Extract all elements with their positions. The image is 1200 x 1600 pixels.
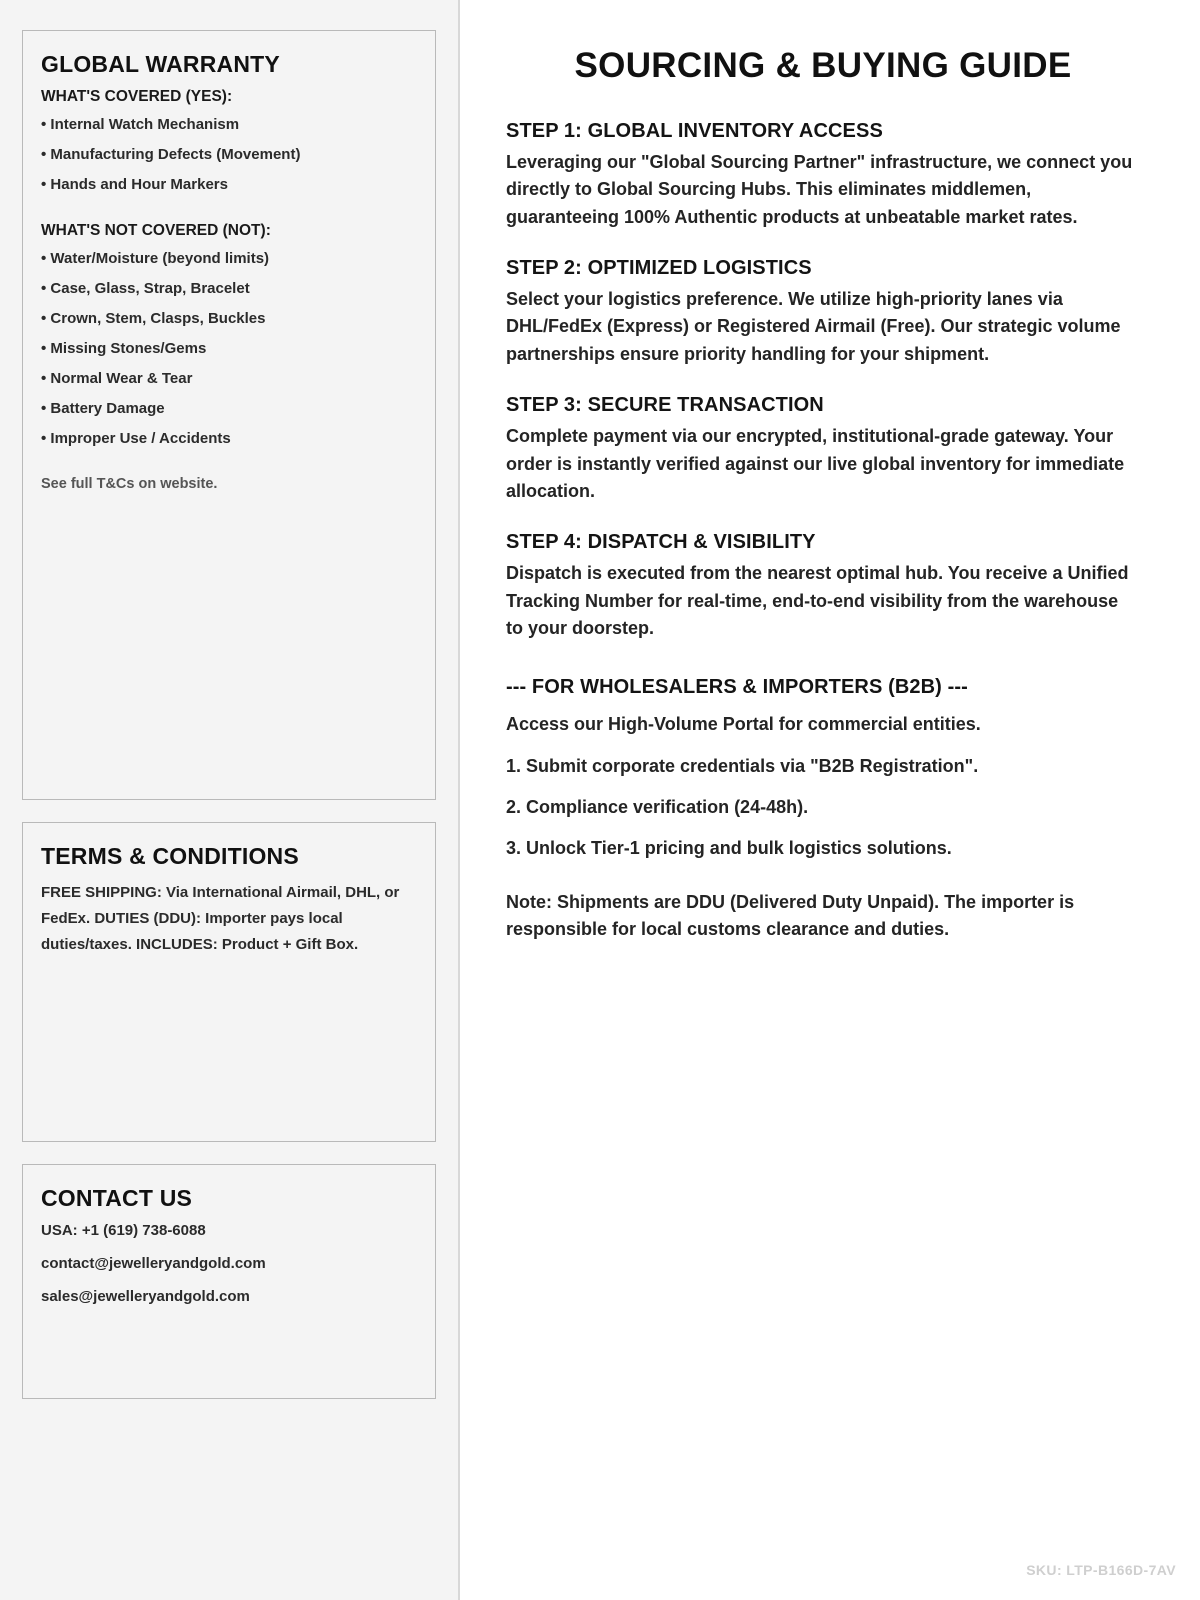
step-heading: STEP 2: OPTIMIZED LOGISTICS xyxy=(506,257,812,280)
step-body: Dispatch is executed from the nearest optimal hub. You receive a Unified Tracking Number for real-time, end-to-end visibility from the warehouse to your doorstep. xyxy=(506,563,1129,638)
warranty-footnote: See full T&Cs on website. xyxy=(41,476,218,492)
warranty-not-covered-item: • Improper Use / Accidents xyxy=(41,430,231,447)
b2b-heading: --- FOR WHOLESALERS & IMPORTERS (B2B) --- xyxy=(506,676,968,699)
b2b-note: Note: Shipments are DDU (Delivered Duty Unpaid). The importer is responsible for local customs clearance and duties. xyxy=(506,891,1075,940)
warranty-covered-item: • Hands and Hour Markers xyxy=(41,176,228,193)
guide-step xyxy=(506,531,1140,642)
step-body: Leveraging our "Global Sourcing Partner" infrastructure, we connect you directly to Global Sourcing Hubs. This eliminates middlemen, guaranteeing 100% Authentic products at unbeatable market rates. xyxy=(506,152,1133,227)
b2b-intro: Access our High-Volume Portal for commercial entities. xyxy=(506,714,981,735)
warranty-covered-heading: WHAT'S COVERED (YES): xyxy=(41,88,233,105)
warranty-title: GLOBAL WARRANTY xyxy=(41,51,280,77)
contact-email-primary[interactable]: contact@jewelleryandgold.com xyxy=(41,1255,266,1272)
guide-step xyxy=(506,257,1140,368)
b2b-step: 2. Compliance verification (24-48h). xyxy=(506,797,809,818)
contact-us-panel xyxy=(22,1164,436,1399)
warranty-not-covered-item: • Missing Stones/Gems xyxy=(41,340,207,357)
warranty-not-covered-item: • Battery Damage xyxy=(41,400,165,417)
contact-phone[interactable]: USA: +1 (619) 738-6088 xyxy=(41,1222,206,1239)
step-body: Complete payment via our encrypted, institutional-grade gateway. Your order is instantly verified against our live global inventory for immediate allocation. xyxy=(506,426,1125,501)
terms-body: FREE SHIPPING: Via International Airmail, DHL, or FedEx. DUTIES (DDU): Importer pays local duties/taxes. INCLUDES: Product + Gift Box. xyxy=(41,884,400,953)
contact-title: CONTACT US xyxy=(41,1185,193,1211)
guide-content xyxy=(460,0,1200,1600)
b2b-step: 1. Submit corporate credentials via "B2B Registration". xyxy=(506,755,979,776)
sku-label: SKU: LTP-B166D-7AV xyxy=(1026,1562,1176,1578)
b2b-step: 3. Unlock Tier-1 pricing and bulk logistics solutions. xyxy=(506,838,952,859)
global-warranty-panel xyxy=(22,30,436,800)
warranty-covered-item: • Manufacturing Defects (Movement) xyxy=(41,146,301,163)
step-heading: STEP 1: GLOBAL INVENTORY ACCESS xyxy=(506,120,883,142)
terms-conditions-panel xyxy=(22,822,436,1142)
step-heading: STEP 3: SECURE TRANSACTION xyxy=(506,394,824,417)
step-heading: STEP 4: DISPATCH & VISIBILITY xyxy=(506,531,816,554)
warranty-not-covered-item: • Crown, Stem, Clasps, Buckles xyxy=(41,310,266,327)
left-sidebar xyxy=(0,0,460,1600)
warranty-not-covered-item: • Case, Glass, Strap, Bracelet xyxy=(41,280,250,297)
warranty-not-covered-heading: WHAT'S NOT COVERED (NOT): xyxy=(41,222,271,239)
warranty-not-covered-item: • Normal Wear & Tear xyxy=(41,370,193,387)
step-body: Select your logistics preference. We utilize high-priority lanes via DHL/FedEx (Express) or Registered Airmail (Free). Our strategic volume partnerships ensure priority handling for your shipment. xyxy=(506,289,1121,364)
guide-step xyxy=(506,120,1140,231)
warranty-covered-item: • Internal Watch Mechanism xyxy=(41,116,240,133)
terms-title: TERMS & CONDITIONS xyxy=(41,843,299,869)
warranty-not-covered-item: • Water/Moisture (beyond limits) xyxy=(41,250,270,267)
guide-title: SOURCING & BUYING GUIDE xyxy=(574,46,1072,85)
contact-email-sales[interactable]: sales@jewelleryandgold.com xyxy=(41,1288,250,1305)
guide-step xyxy=(506,394,1140,505)
